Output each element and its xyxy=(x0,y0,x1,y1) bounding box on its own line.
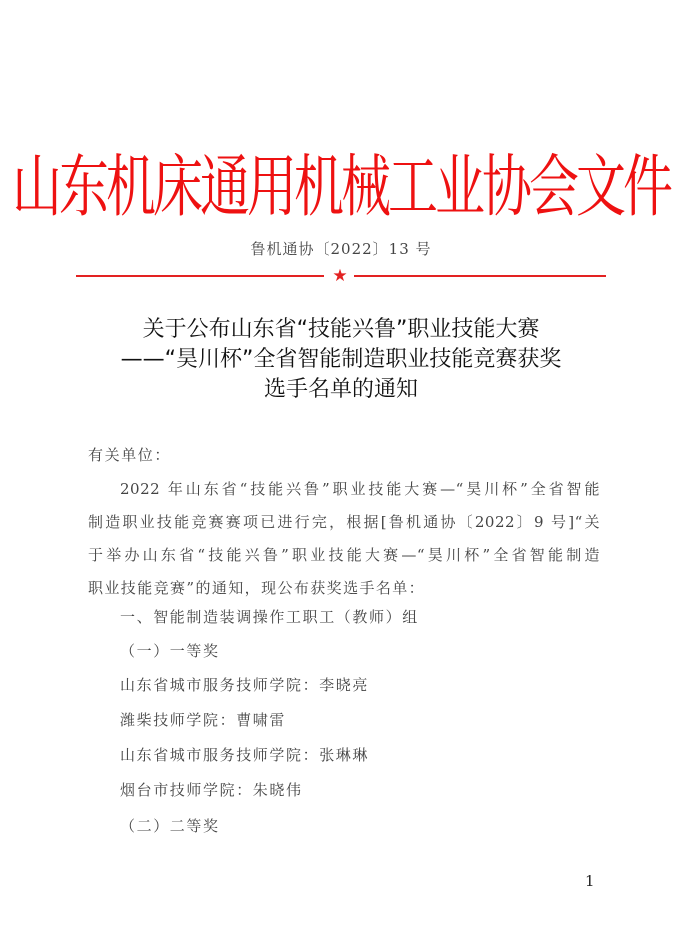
notice-title-line: 选手名单的通知 xyxy=(263,377,418,402)
intro-line: 制造职业技能竞赛赛项已进行完，根据[鲁机通协〔2022〕9 号]“关 xyxy=(88,513,600,531)
winner-item: 山东省城市服务技师学院：张琳琳 xyxy=(120,746,370,764)
second-prize-heading: （二）二等奖 xyxy=(120,817,220,835)
winner-item: 潍柴技师学院：曹啸雷 xyxy=(120,711,287,729)
org-header-title: 山东机床通用机械工业协会文件 xyxy=(12,148,670,227)
notice-title-line: ——“昊川杯”全省智能制造职业技能竞赛获奖 xyxy=(120,347,562,372)
intro-line: 于举办山东省“技能兴鲁”职业技能大赛—“昊川杯”全省智能制造 xyxy=(88,546,600,564)
notice-title-line: 关于公布山东省“技能兴鲁”职业技能大赛 xyxy=(142,317,540,342)
winner-item: 烟台市技师学院：朱晓伟 xyxy=(120,781,303,799)
page-number: 1 xyxy=(585,872,595,890)
red-divider-left xyxy=(76,275,324,277)
intro-line: 2022 年山东省“技能兴鲁”职业技能大赛—“昊川杯”全省智能 xyxy=(120,480,600,498)
winner-item: 山东省城市服务技师学院：李晓亮 xyxy=(120,676,370,694)
section-heading: 一、智能制造装调操作工职工（教师）组 xyxy=(120,608,419,626)
notice-title xyxy=(60,315,622,405)
document-number: 鲁机通协〔2022〕13 号 xyxy=(250,240,432,258)
intro-line: 职业技能竞赛”的通知，现公布获奖选手名单： xyxy=(88,579,426,597)
star-icon: ★ xyxy=(332,266,348,286)
red-divider-right xyxy=(354,275,606,277)
salutation: 有关单位： xyxy=(88,446,172,464)
first-prize-heading: （一）一等奖 xyxy=(120,642,220,660)
